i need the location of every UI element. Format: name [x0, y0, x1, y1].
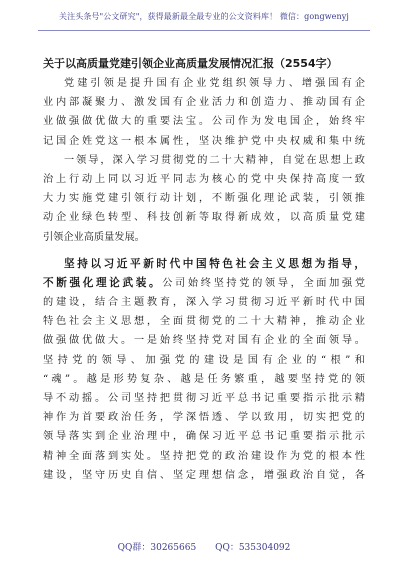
- text-line: 神作为首要政治任务，学深悟透、学以致用，切实把党的: [43, 412, 365, 424]
- text-line: 记国企姓党这一根本属性，坚决维护党中央权威和集中统: [43, 135, 365, 147]
- page-footer: [0, 540, 408, 553]
- text-span: 公司始终坚持党的领导，全面加强党: [162, 277, 365, 289]
- text-line: 治上行动上同以习近平同志为核心的党中央保持高度一致: [43, 173, 365, 185]
- text-line: 精神全面落到实处。坚持把党的政治建设作为党的根本性: [43, 450, 365, 462]
- header-divider: [38, 30, 370, 31]
- text-line: 业做强做优做大的重要法宝。公司作为发电国企，始终牢: [43, 116, 365, 128]
- page-header: [0, 0, 408, 40]
- text-line: 引领企业高质量发展。: [43, 231, 145, 243]
- footer-qq: QQ：535304092: [215, 543, 291, 553]
- text-line: 导不动摇。公司坚持把贯彻习近平总书记重要指示批示精: [43, 393, 365, 404]
- text-line: 党建引领是提升国有企业党组织领导力、增强国有企: [64, 78, 365, 89]
- section-heading: 坚持以习近平新时代中国特色社会主义思想为指导，: [64, 257, 365, 270]
- header-promo-text: 关注头条号"公文研究"，获得最新最全最专业的公文资料库！ 微信：gongwenyj: [59, 12, 349, 21]
- paragraph-intro: [43, 74, 365, 247]
- text-line: 一领导，深入学习贯彻党的二十大精神，自觉在思想上政: [64, 154, 365, 166]
- text-line: 特色社会主义思想，全面贯彻党的二十大精神，推动企业: [43, 316, 365, 328]
- text-line: 动企业绿色转型、科技创新等取得新成效，以高质量党建: [43, 212, 365, 224]
- text-line: 建设，坚守历史自信、坚定理想信念，增强政治自觉，各: [43, 469, 365, 481]
- paragraph-section-1: [43, 255, 365, 485]
- document-body: [43, 74, 365, 485]
- text-line: 领导落实到企业治理中，确保习近平总书记重要指示批示: [43, 431, 365, 443]
- footer-qq-group: QQ群：30265665: [117, 543, 197, 553]
- section-heading-cont: 不断强化理论武装。: [43, 276, 163, 289]
- text-line: 做强做优做大。一是始终坚持党对国有企业的全面领导。: [43, 335, 365, 347]
- text-line: 大力实施党建引领行动计划，不断强化理论武装，引领推: [43, 193, 365, 205]
- text-line: 的建设，结合主题教育，深入学习贯彻习近平新时代中国: [43, 297, 365, 309]
- text-line: [43, 274, 365, 293]
- document-title: 关于以高质量党建引领企业高质量发展情况汇报（2554字）: [43, 57, 338, 70]
- text-line: 业内部凝聚力、激发国有企业活力和创造力、推动国有企: [43, 97, 365, 109]
- text-line: 坚持党的领导、加强党的建设是国有企业的“根”和: [43, 354, 365, 366]
- text-line: “魂”。越是形势复杂、越是任务繁重，越要坚持党的领: [43, 373, 365, 385]
